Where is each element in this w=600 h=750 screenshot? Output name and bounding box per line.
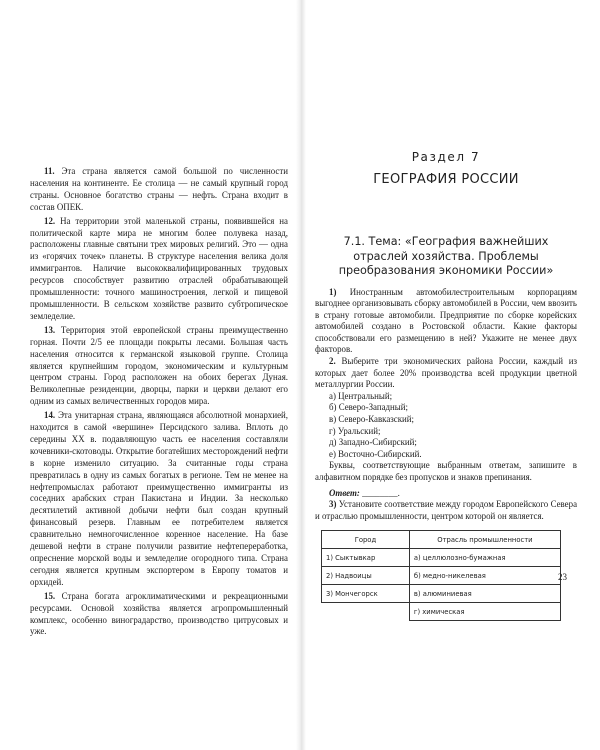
option-item: б) Северо-Западный; — [329, 402, 408, 413]
answer-blank: ________. — [362, 487, 400, 498]
table-cell-industry: г) химическая — [409, 603, 560, 621]
question-text: Выберите три экономических района России, каждый из которых дает более 20% производства всей продукции цветной металлургии России. — [315, 356, 578, 390]
paragraph-text: На территории этой маленькой страны, появившейся на политической карте мира не многим более полувека назад, расположены главные святыни трех мировых религий. Это — одна из «горячих точек» планеты. В структуре населения велика доля иммигрантов. Наличие высококвалифицированных трудовых ресурсов способствует развитию отраслей обрабатывающей промышленности: точного машиностроения, легкой и пищевой промышленности. В сельском хозяйстве развито субтропическое земледелие. — [30, 215, 289, 321]
question-number: 2. — [329, 356, 336, 367]
option-item: е) Восточно-Сибирский. — [329, 448, 422, 459]
table-cell-city: 3) Мончегорск — [322, 585, 410, 603]
table-cell-industry: а) целлюлозно-бумажная — [409, 549, 560, 567]
option-item: г) Уральский; — [329, 425, 381, 436]
paragraph-text: Территория этой европейской страны преимущественно горная. Почти 2/5 ее площади покрыты лесами. Большая часть населения относится к германской языковой группе. Столица является крупнейшим городом, экономическим и культурным центром страны. Город расположен на обоих берегах Дуная. Великолепные резиденции, дворцы, парки и церкви делают его одним из самых величественных городов мира. — [30, 324, 288, 407]
question-text: Установите соответствие между городом Европейского Севера и отраслью промышленности, центром которой он является. — [315, 499, 578, 521]
paragraph-text: Эта унитарная страна, являющаяся абсолютной монархией, находится в самой «вершине» Персидского залива. Вплоть до середины XX в. подавляющую часть ее населения составляли кочевники-скотоводы. Открытие богатейших месторождений нефти в корне изменило ситуацию. За считанные годы страна превратилась в одну из самых богатых в регионе. Тем не менее на нефтепромыслах работают преимущественно иммигранты из соседних арабских стран Пакистана и Индии. За несколько десятилетий активной добычи нефти был создан крупный финансовый резерв. Главным ее потребителем является сравнительно немногочисленное коренное население. На базе дешевой нефти в стране получили развитие нефтепереработка, опреснение морской воды и земледелие огородного типа. Страна сегодня является крупным экспортером в Европу томатов и орхидей. — [30, 410, 288, 587]
table-row — [322, 549, 561, 567]
right-page-content — [315, 150, 577, 621]
paragraph-text: Эта страна является самой большой по численности населения на континенте. Ее столица — не самый крупный город страны. Основное богатство страны — нефть. Страна входит в состав ОПЕК. — [30, 166, 288, 212]
option-item: в) Северо-Кавказский; — [329, 414, 415, 425]
question-text: Иностранным автомобилестроительным корпорациям выгоднее организовывать сборку автомобилей в России, чем ввозить в страну готовые автомобили. Предприятие по сборке корейских автомобилей создано в Ростовской области. Какие факторы способствовали его размещению в ней? Укажите не менее двух факторов. — [315, 286, 578, 355]
paragraph-12 — [30, 216, 288, 323]
paragraph-13 — [30, 325, 288, 408]
section-label: Раздел 7 — [411, 150, 481, 164]
question-number: 1) — [329, 286, 337, 297]
paragraph-number: 11. — [44, 166, 55, 176]
table-header-city: Город — [322, 531, 410, 549]
table-cell-industry: в) алюминиевая — [409, 585, 560, 603]
table-cell-city: 1) Сыктывкар — [322, 549, 410, 567]
matching-table — [321, 530, 561, 621]
page-number: 23 — [558, 572, 567, 582]
option-item: д) Западно-Сибирский; — [329, 437, 417, 448]
table-header-industry: Отрасль промышленности — [409, 531, 560, 549]
paragraph-number: 14. — [44, 410, 56, 421]
book-spine — [296, 0, 306, 750]
paragraph-11 — [30, 166, 288, 214]
table-cell-industry: б) медно-никелевая — [409, 567, 560, 585]
paragraph-number: 15. — [44, 590, 56, 601]
section-title: ГЕОГРАФИЯ РОССИИ — [373, 172, 519, 187]
paragraph-15 — [30, 591, 288, 639]
left-page-text — [30, 166, 288, 640]
table-row — [322, 567, 561, 585]
paragraph-number: 13. — [44, 324, 56, 335]
answer-line — [329, 488, 577, 500]
table-cell-empty — [322, 603, 410, 621]
option-item: а) Центральный; — [329, 390, 393, 401]
question-number: 3) — [329, 499, 337, 510]
topic-heading: 7.1. Тема: «География важнейших отраслей хозяйства. Проблемы преобразования экономики России» — [338, 235, 554, 277]
question-3 — [315, 499, 577, 522]
paragraph-14 — [30, 410, 288, 589]
paragraph-text: Страна богата агроклиматическими и рекреационными ресурсами. Основой хозяйства является агропромышленный комплекс, особенно виноградарство, производство цитрусовых и уже. — [30, 590, 289, 637]
question-2 — [315, 356, 577, 391]
question-2-options — [315, 391, 577, 461]
table-row — [322, 585, 561, 603]
answer-label: Ответ: — [329, 487, 360, 498]
table-cell-city: 2) Надвоицы — [322, 567, 410, 585]
paragraph-number: 12. — [44, 215, 56, 226]
question-2-instruction: Буквы, соответствующие выбранным ответам, запишите в алфавитном порядке без пропусков и знаков препинания. — [315, 460, 577, 482]
table-header-row — [322, 531, 561, 549]
question-1 — [315, 287, 577, 357]
table-row — [322, 603, 561, 621]
